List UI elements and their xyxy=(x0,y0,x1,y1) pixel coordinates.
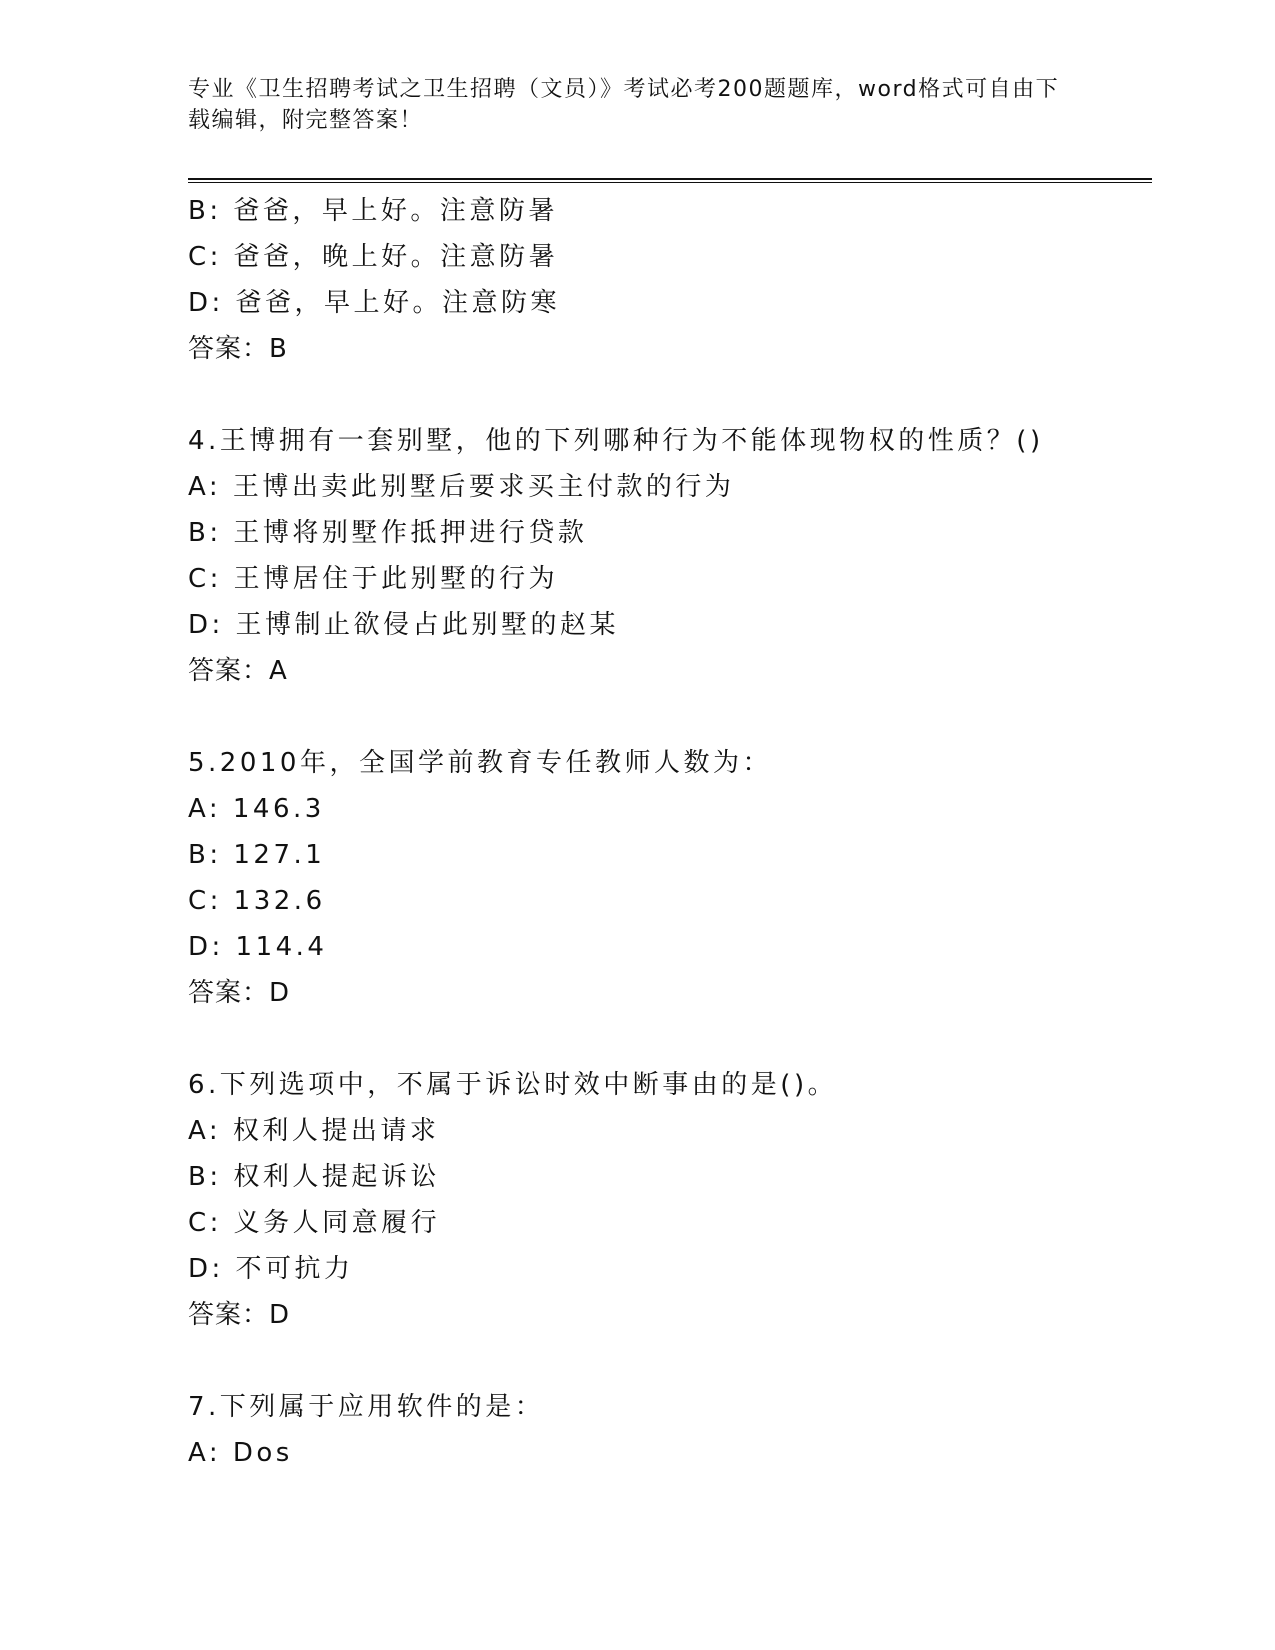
option-c: C: 爸爸，晚上好。注意防暑 xyxy=(188,242,559,272)
option-c: C: 义务人同意履行 xyxy=(188,1208,441,1238)
option-b: B: 爸爸，早上好。注意防暑 xyxy=(188,196,558,226)
option-d: D: 114.4 xyxy=(188,932,328,962)
question-stem: 5.2010年，全国学前教育专任教师人数为： xyxy=(188,748,772,778)
answer-line: 答案：D xyxy=(188,1300,291,1330)
option-b: B: 127.1 xyxy=(188,840,326,870)
question-continued xyxy=(188,188,1152,372)
question-stem: 7.下列属于应用软件的是： xyxy=(188,1392,545,1422)
question-5 xyxy=(188,740,1152,1016)
option-c: C: 王博居住于此别墅的行为 xyxy=(188,564,559,594)
question-4 xyxy=(188,418,1152,694)
option-a: A: Dos xyxy=(188,1438,293,1468)
header-divider xyxy=(188,178,1152,183)
question-list xyxy=(188,188,1152,1476)
answer-line: 答案：B xyxy=(188,334,288,364)
option-d: D: 不可抗力 xyxy=(188,1254,354,1284)
question-stem: 6.下列选项中，不属于诉讼时效中断事由的是()。 xyxy=(188,1070,838,1100)
option-d: D: 爸爸，早上好。注意防寒 xyxy=(188,288,561,318)
question-6 xyxy=(188,1062,1152,1338)
answer-line: 答案：D xyxy=(188,978,291,1008)
option-b: B: 权利人提起诉讼 xyxy=(188,1162,440,1192)
question-stem: 4.王博拥有一套别墅，他的下列哪种行为不能体现物权的性质？() xyxy=(188,426,1044,456)
document-header: 专业《卫生招聘考试之卫生招聘（文员）》考试必考200题题库，word格式可自由下载编辑，附完整答案！ xyxy=(188,77,1060,133)
option-a: A: 权利人提出请求 xyxy=(188,1116,440,1146)
option-c: C: 132.6 xyxy=(188,886,326,916)
question-7 xyxy=(188,1384,1152,1476)
option-a: A: 146.3 xyxy=(188,794,325,824)
option-b: B: 王博将别墅作抵押进行贷款 xyxy=(188,518,588,548)
option-d: D: 王博制止欲侵占此别墅的赵某 xyxy=(188,610,620,640)
answer-line: 答案：A xyxy=(188,656,288,686)
option-a: A: 王博出卖此别墅后要求买主付款的行为 xyxy=(188,472,735,502)
